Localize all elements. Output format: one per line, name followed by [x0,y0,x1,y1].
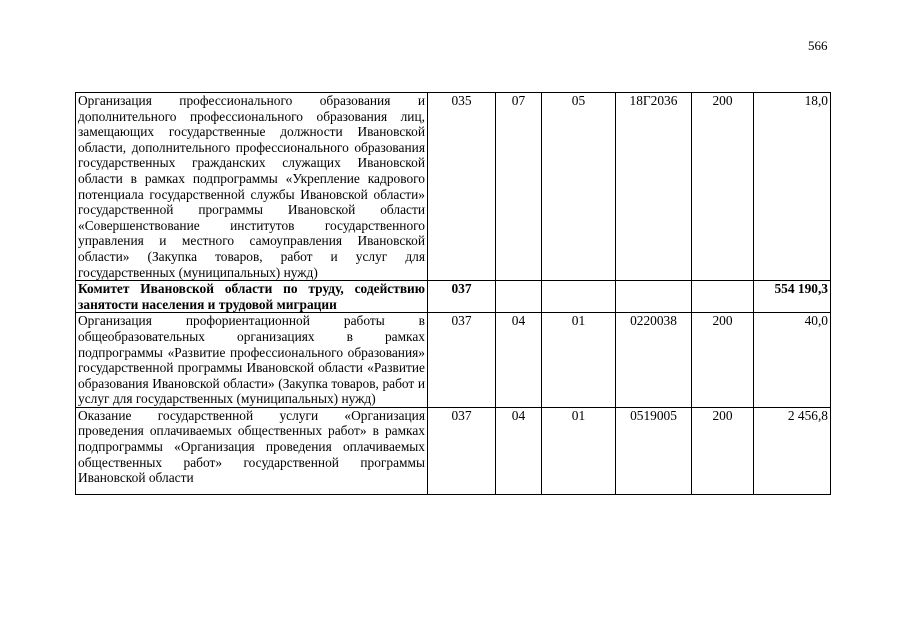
row-name-cell [76,407,428,494]
subsection-code: 01 [542,313,616,408]
section-code: 04 [496,407,542,494]
table-row [76,281,831,313]
amount: 40,0 [754,313,831,408]
row-name: Оказание государственной услуги «Организация проведения оплачиваемых общественных работ» в рамках подпрограммы «Организация проведения оплачиваемых общественных работ» государственной программы Ивановской области [78,407,425,486]
ministry-code: 035 [428,93,496,281]
target-article-code: 0519005 [616,407,692,494]
target-article-code: 18Г2036 [616,93,692,281]
amount: 2 456,8 [754,407,831,494]
ministry-code: 037 [428,281,496,313]
row-name: Организация профессионального образования и дополнительного профессионального образования лиц, замещающих государственные должности Ивановской области, дополнительного профессионального образования государственных гражданских служащих Ивановской области в рамках подпрограммы «Укрепление кадрового потенциала государственной службы Ивановской области» государственной программы Ивановской области «Совершенствование институтов государственного управления и местного самоуправления Ивановской области» (Закупка товаров, работ и услуг для государственных (муниципальных) нужд) [76,93,428,281]
expense-type-code: 200 [692,407,754,494]
page-number: 566 [808,38,828,53]
table-row [76,93,831,281]
subsection-code: 01 [542,407,616,494]
section-code: 04 [496,313,542,408]
expense-type-code: 200 [692,313,754,408]
target-article-code: 0220038 [616,313,692,408]
amount: 18,0 [754,93,831,281]
target-article-code [616,281,692,313]
amount: 554 190,3 [754,281,831,313]
table-row [76,407,831,494]
subsection-code [542,281,616,313]
expense-type-code [692,281,754,313]
section-code: 07 [496,93,542,281]
subsection-code: 05 [542,93,616,281]
table-row [76,313,831,408]
row-name: Комитет Ивановской области по труду, содействию занятости населения и трудовой миграции [76,281,428,313]
row-name: Организация профориентационной работы в общеобразовательных организациях в рамках подпрограммы «Развитие профессионального образования» государственной программы Ивановской области «Развитие образования Ивановской области» (Закупка товаров, работ и услуг для государственных (муниципальных) нужд) [76,313,428,408]
ministry-code: 037 [428,407,496,494]
ministry-code: 037 [428,313,496,408]
expense-type-code: 200 [692,93,754,281]
budget-table [75,92,831,495]
section-code [496,281,542,313]
